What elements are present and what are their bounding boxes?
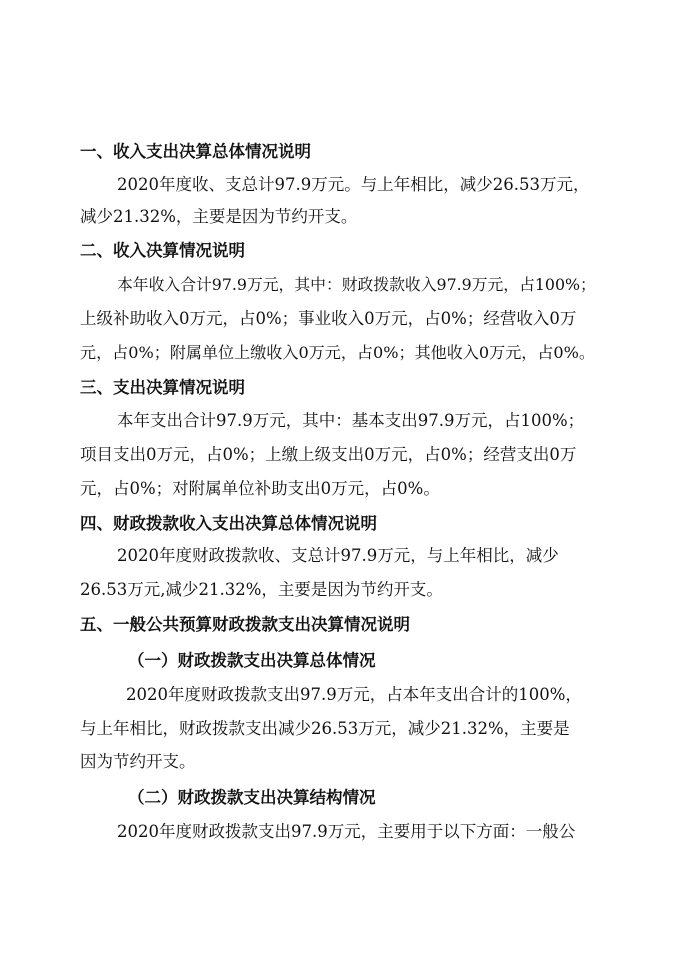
section-3-paragraph-line: 本年支出合计97.9万元，其中：基本支出97.9万元，占100%； — [117, 411, 585, 430]
section-1-heading: 一、收入支出决算总体情况说明 — [80, 142, 311, 161]
section-5-subheading-1: （一）财政拨款支出决算总体情况 — [128, 651, 376, 670]
section-1-paragraph-line: 减少21.32%，主要是因为节约开支。 — [80, 207, 358, 226]
section-3-paragraph-line: 元，占0%；对附属单位补助支出0万元，占0%。 — [80, 479, 440, 498]
section-5-subheading-2: （二）财政拨款支出决算结构情况 — [128, 788, 376, 807]
section-2-paragraph-line: 本年收入合计97.9万元，其中：财政拨款收入97.9万元，占100%； — [117, 275, 596, 294]
section-5-heading: 五、一般公共预算财政拨款支出决算情况说明 — [80, 615, 410, 634]
section-4-paragraph-line: 2020年度财政拨款收、支总计97.9万元，与上年相比，减少 — [117, 546, 559, 565]
section-4-paragraph-line: 26.53万元,减少21.32%，主要是因为节约开支。 — [80, 580, 443, 599]
section-5-sub2-paragraph-line: 2020年度财政拨款支出97.9万元，主要用于以下方面：一般公 — [117, 822, 576, 841]
section-5-sub1-paragraph-line: 因为节约开支。 — [80, 752, 196, 771]
section-3-heading: 三、支出决算情况说明 — [80, 378, 245, 397]
section-4-heading: 四、财政拨款收入支出决算总体情况说明 — [80, 514, 377, 533]
section-3-paragraph-line: 项目支出0万元，占0%；上缴上级支出0万元，占0%；经营支出0万 — [80, 445, 577, 464]
section-5-sub1-paragraph-line: 2020年度财政拨款支出97.9万元，占本年支出合计的100%， — [126, 685, 582, 704]
section-2-paragraph-line: 上级补助收入0万元，占0%；事业收入0万元，占0%；经营收入0万 — [80, 309, 577, 328]
section-2-paragraph-line: 元，占0%；附属单位上缴收入0万元，占0%；其他收入0万元，占0%。 — [80, 343, 596, 362]
section-5-sub1-paragraph-line: 与上年相比，财政拨款支出减少26.53万元，减少21.32%，主要是 — [80, 719, 570, 738]
section-2-heading: 二、收入决算情况说明 — [80, 241, 245, 260]
section-1-paragraph-line: 2020年度收、支总计97.9万元。与上年相比，减少26.53万元， — [117, 175, 590, 194]
